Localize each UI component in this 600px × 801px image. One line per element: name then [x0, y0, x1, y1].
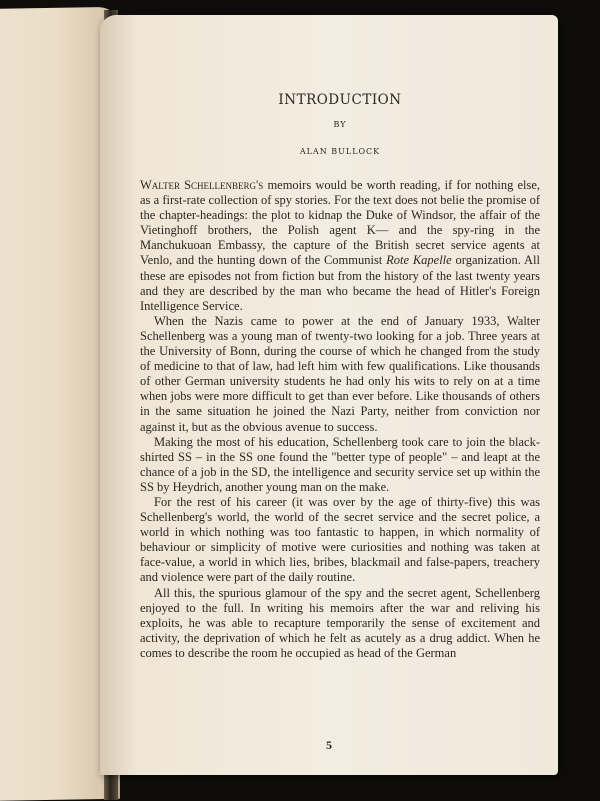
paragraph-3: Making the most of his education, Schellenberg took care to join the black-shirted SS – in the SS one found the "better type of people" – and leapt at the chance of a job in the SD, the intelligence and security service set up within the SS by Heydrich, another young man on the make.	[140, 434, 540, 494]
chapter-title: INTRODUCTION	[278, 92, 402, 108]
paragraph-2: When the Nazis came to power at the end of January 1933, Walter Schellenberg was a young man of twenty-two looking for a job. Three years at the University of Bonn, during the course of which he changed from the study of medicine to that of law, had left him with few qualifications. Like thousands of other German university students he had only his wits to rely on at a time when jobs were more difficult to get than ever before. Like thousands of others in the same situation he joined the Nazi Party, neither from conviction nor against it, but as the obvious avenue to success.	[140, 313, 540, 434]
page-number: 5	[326, 738, 332, 752]
paragraph-1	[140, 178, 540, 314]
page-text-block	[140, 92, 540, 661]
paragraph-1-text-a: memoirs would be worth reading, if for nothing else, as a first-rate collection of spy stories. For the text does not belie the promise of the chapter-headings: the plot to kidnap the Duke of Windsor, the affair of the Vietinghoff brothers, the Polish agent K— and the spy-ring in the Manchukuoan Embassy, the capture of the British secret service agents at Venlo, and the hunting down of the Communist	[140, 178, 541, 268]
paragraph-5: All this, the spurious glamour of the spy and the secret agent, Schellenberg enjoyed to the full. In writing his memoirs after the war and reliving his exploits, he was able to recapture temporarily the sense of excitement and activity, the deprivation of which he felt as acutely as a drug addict. When he comes to describe the room he occupied as head of the German	[140, 585, 540, 660]
author-name: ALAN BULLOCK	[299, 147, 381, 156]
paragraph-1-text-b: organization. All these are episodes not from fiction but from the history of the last twenty years and they are described by the man who became the head of Hitler's Foreign Intelligence Service.	[140, 253, 540, 313]
italic-title: Rote Kapelle	[386, 253, 452, 268]
lead-small-caps: Walter Schellenberg's	[140, 178, 264, 192]
paragraph-4: For the rest of his career (it was over by the age of thirty-five) this was Schellenberg's world, the world of the secret service and the secret police, a world in which nothing was too fantastic to happen, in which normality of behaviour or simplicity of motive were curiosities and nothing was taken at face-value, a world in which lies, bribes, blackmail and false-papers, treachery and violence were part of the daily routine.	[140, 494, 540, 585]
body-text	[140, 178, 540, 661]
byline: BY	[333, 120, 347, 129]
